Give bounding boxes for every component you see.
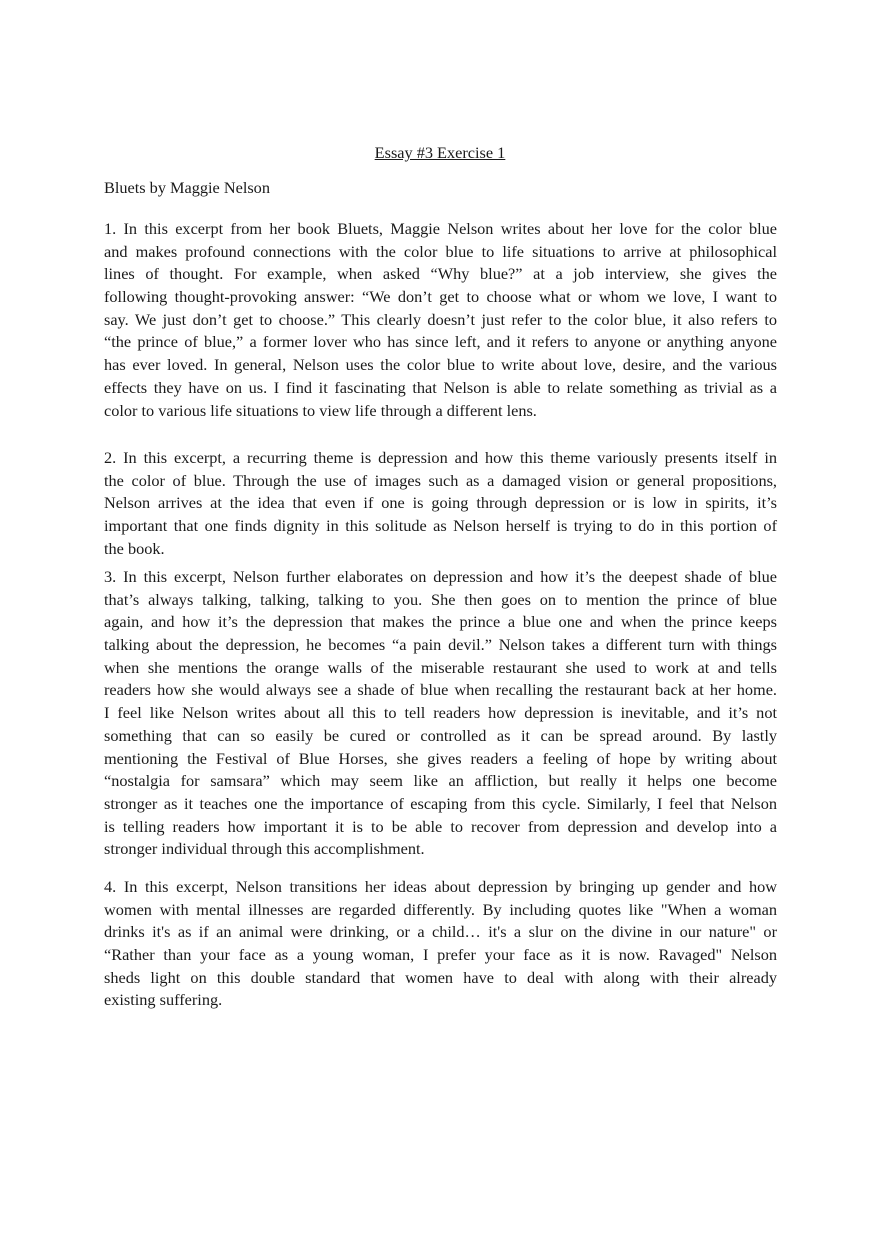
paragraph-line: following thought-provoking answer: “We don’t get to choose what or whom we love, I want to bbox=[104, 287, 777, 307]
paragraph-line: that’s always talking, talking, talking to you. She then goes on to mention the prince of blue bbox=[104, 589, 777, 609]
paragraph-line: talking about the depression, he becomes “a pain devil.” Nelson takes a different turn with things bbox=[104, 635, 777, 655]
paragraph-line: the book. bbox=[104, 538, 165, 558]
paragraph-line: has ever loved. In general, Nelson uses the color blue to write about love, desire, and the various bbox=[104, 355, 777, 375]
essay-subtitle bbox=[104, 177, 777, 200]
paragraph-line: “nostalgia for samsara” which may seem like an affliction, but really it helps one become bbox=[104, 771, 777, 791]
paragraph-3 bbox=[104, 566, 777, 861]
paragraph-line: Nelson arrives at the idea that even if one is going through depression or is low in spirits, it’s bbox=[104, 493, 777, 513]
essay-title bbox=[0, 142, 880, 165]
paragraph-4 bbox=[104, 876, 777, 1012]
paragraph-line: stronger as it teaches one the importance of escaping from this cycle. Similarly, I feel that Nelson bbox=[104, 793, 777, 813]
paragraph-line: “the prince of blue,” a former lover who has since left, and it refers to anyone or anything anyone bbox=[104, 332, 777, 352]
paragraph-line: 4. In this excerpt, Nelson transitions her ideas about depression by bringing up gender and how bbox=[104, 877, 777, 896]
paragraph-line: stronger individual through this accomplishment. bbox=[104, 839, 425, 859]
paragraph-line: mentioning the Festival of Blue Horses, she gives readers a feeling of hope by writing about bbox=[104, 748, 777, 768]
subtitle-text: Bluets by Maggie Nelson bbox=[104, 178, 270, 197]
paragraph-line: I feel like Nelson writes about all this to tell readers how depression is inevitable, and it’s not bbox=[104, 703, 777, 723]
paragraph-line: effects they have on us. I find it fascinating that Nelson is able to relate something as trivial as a bbox=[104, 377, 777, 397]
paragraph-line: women with mental illnesses are regarded differently. By including quotes like "When a woman bbox=[104, 899, 777, 919]
paragraph-line: existing suffering. bbox=[104, 990, 223, 1010]
paragraph-line: color to various life situations to view life through a different lens. bbox=[104, 400, 537, 420]
paragraph-line: important that one finds dignity in this solitude as Nelson herself is trying to do in this portion of bbox=[104, 516, 777, 536]
paragraph-line: “Rather than your face as a young woman, I prefer your face as it is now. Ravaged" Nelson bbox=[104, 945, 777, 965]
paragraph-line: when she mentions the orange walls of the miserable restaurant she used to work at and tells bbox=[104, 657, 777, 677]
paragraph-line: 2. In this excerpt, a recurring theme is depression and how this theme variously presents itself in bbox=[104, 448, 777, 467]
essay-title-text: Essay #3 Exercise 1 bbox=[374, 143, 506, 162]
paragraph-line: say. We just don’t get to choose.” This clearly doesn’t just refer to the color blue, it also refers to bbox=[104, 309, 777, 329]
paragraph-line: drinks it's as if an animal were drinking, or a child… it's a slur on the divine in our nature" or bbox=[104, 922, 777, 942]
paragraph-line: the color of blue. Through the use of images such as a damaged vision or general propositions, bbox=[104, 470, 777, 490]
paragraph-line: sheds light on this double standard that women have to deal with along with their already bbox=[104, 967, 777, 987]
paragraph-line: and makes profound connections with the color blue to life situations to arrive at philosophical bbox=[104, 241, 777, 261]
paragraph-line: something that can so easily be cured or controlled as it can be spread around. By lastly bbox=[104, 725, 777, 745]
paragraph-line: is telling readers how important it is to be able to recover from depression and develop into a bbox=[104, 816, 777, 836]
paragraph-line: again, and how it’s the depression that makes the prince a blue one and when the prince keeps bbox=[104, 612, 777, 632]
paragraph-2 bbox=[104, 447, 777, 560]
paragraph-line: 1. In this excerpt from her book Bluets, Maggie Nelson writes about her love for the color blue bbox=[104, 219, 777, 238]
paragraph-line: 3. In this excerpt, Nelson further elaborates on depression and how it’s the deepest shade of blue bbox=[104, 567, 777, 586]
paragraph-1 bbox=[104, 218, 777, 422]
paragraph-line: lines of thought. For example, when asked “Why blue?” at a job interview, she gives the bbox=[104, 264, 777, 284]
paragraph-line: readers how she would always see a shade of blue when recalling the restaurant back at her home. bbox=[104, 680, 777, 700]
